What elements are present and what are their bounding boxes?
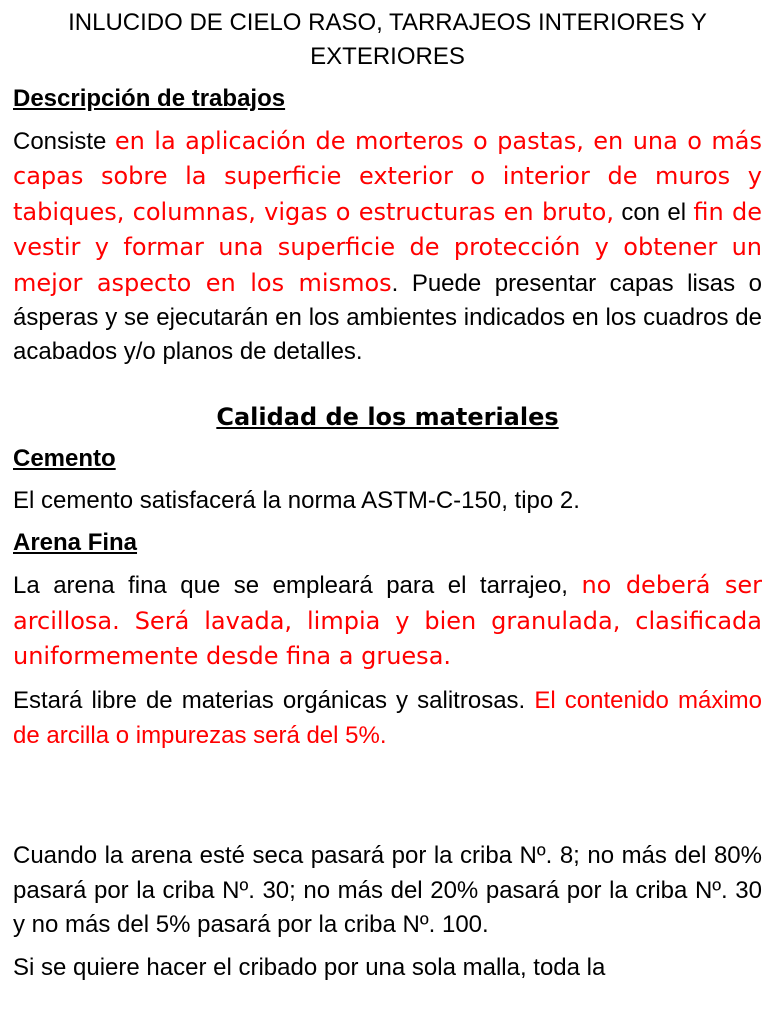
arena-paragraph-1 [13,568,762,674]
document-title: INLUCIDO DE CIELO RASO, TARRAJEOS INTERIORES Y EXTERIORES [68,9,707,70]
subheading-cemento: Cemento [13,444,116,472]
cut-paragraph: Si se quiere hacer el cribado por una sola malla, toda la [13,953,606,981]
arena-highlight-1: no deberá ser arcillosa. Será lavada, limpia y bien granulada, clasificada uniformemente desde fina a gruesa. [13,571,762,671]
arena-text-1: La arena fina que se empleará para el tarrajeo, [13,572,582,600]
description-paragraph [13,124,762,370]
document-page [13,6,762,985]
arena-highlight-2: El contenido máximo de arcilla o impurezas será del 5%. [13,687,762,749]
section-heading-description: Descripción de trabajos [13,85,286,112]
criba-paragraph: Cuando la arena esté seca pasará por la criba Nº. 8; no más del 80% pasará por la criba Nº. 30; no más del 20% pasará por la criba Nº. 30 y no más del 5% pasará por la criba Nº. 100. [13,842,762,939]
description-text-1: Consiste [13,128,115,155]
description-text-2: con el [613,198,694,226]
description-highlight-2: fin de vestir y formar una superficie de protección y obtener un mejor aspecto en los mismos [13,197,762,297]
description-text-3: . Puede presentar capas lisas o ásperas y se ejecutarán en los ambientes indicados en los cuadros de acabados y/o planos de detalles. [13,269,763,366]
subheading-arena-fina: Arena Fina [13,529,138,557]
arena-text-2: Estará libre de materias orgánicas y salitrosas. [13,687,535,715]
arena-paragraph-2 [13,684,762,753]
section-heading-materials: Calidad de los materiales [216,402,559,431]
description-highlight-1: en la aplicación de morteros o pastas, en una o más capas sobre la superficie exterior o interior de muros y tabiques, columnas, vigas o estructuras en bruto, [13,127,763,226]
cemento-paragraph: El cemento satisfacerá la norma ASTM-C-150, tipo 2. [13,486,580,514]
